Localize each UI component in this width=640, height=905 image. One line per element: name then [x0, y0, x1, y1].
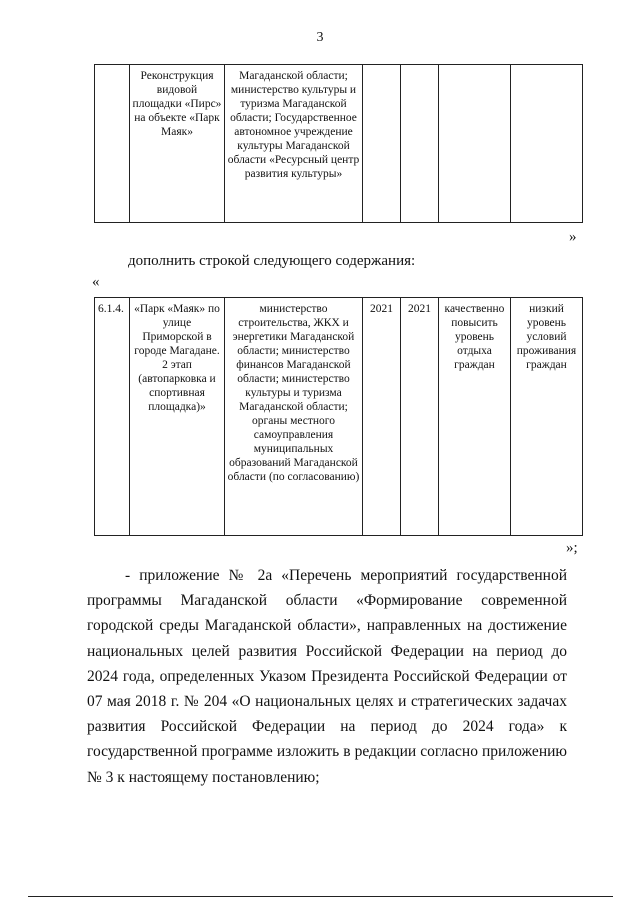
closing-quote: »; [566, 540, 578, 556]
table-cell-measure: «Парк «Маяк» по улице Приморской в городе Магадане. 2 этап (автопарковка и спортивная площадка)» [130, 298, 225, 536]
table-cell-year-end [401, 65, 439, 223]
opening-quote: « [92, 274, 100, 290]
table-row [95, 65, 583, 223]
footer-divider [28, 896, 613, 897]
table-row [95, 298, 583, 536]
table-cell-executors: Магаданской области; министерство культуры и туризма Магаданской области; Государственное автономное учреждение культуры Магаданской области «Ресурсный центр развития культуры» [225, 65, 363, 223]
table-cell-year-start [363, 65, 401, 223]
body-paragraph-text: - приложение № 2а «Перечень мероприятий государственной программы Магаданской области «Формирование современной городской среды Магаданской области», направленных на достижение национальных целей развития Российской Федерации на период до 2024 года, определенных Указом Президента Российской Федерации от 07 мая 2018 г. № 204 «О национальных целях и стратегических задачах развития Российской Федерации на период до 2024 года» к государственной программе изложить в редакции согласно приложению № 3 к настоящему постановлению; [87, 567, 567, 786]
table-cell-result [439, 65, 511, 223]
table-cell-measure: Реконструкция видовой площадки «Пирс» на объекте «Парк Маяк» [130, 65, 225, 223]
table-cell-year-start: 2021 [363, 298, 401, 536]
instruction-text: дополнить строкой следующего содержания: [128, 253, 416, 269]
table-cell-number [95, 65, 130, 223]
closing-quote: » [569, 229, 577, 245]
new-row-table [94, 297, 583, 536]
page-number: 3 [316, 30, 324, 45]
table-cell-consequence: низкий уровень условий проживания граждан [511, 298, 583, 536]
table-cell-result: качественно повысить уровень отдыха граждан [439, 298, 511, 536]
body-paragraph [87, 563, 567, 790]
table-cell-year-end: 2021 [401, 298, 439, 536]
table-cell-executors: министерство строительства, ЖКХ и энергетики Магаданской области; министерство финансов Магаданской области; министерство культуры и туризма Магаданской области; органы местного самоуправления муниципальных образований Магаданской области (по согласованию) [225, 298, 363, 536]
table-cell-number: 6.1.4. [95, 298, 130, 536]
continued-table [94, 64, 583, 223]
table-cell-consequence [511, 65, 583, 223]
